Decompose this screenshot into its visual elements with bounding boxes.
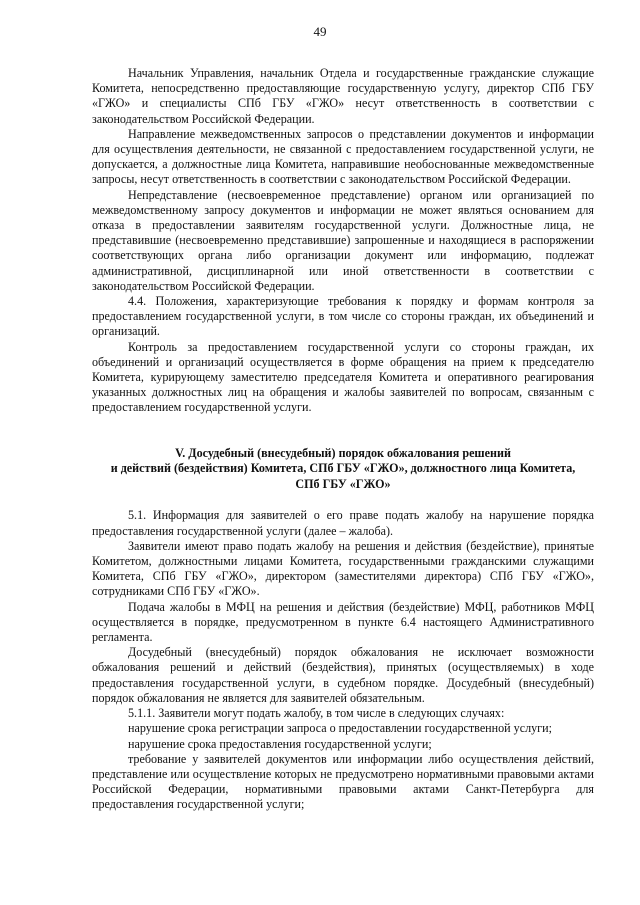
section-heading-line-1: V. Досудебный (внесудебный) порядок обжалования решений — [175, 445, 511, 460]
section-v-heading — [92, 446, 594, 493]
document-body — [92, 66, 594, 813]
list-item-service-deadline: нарушение срока предоставления государственной услуги; — [128, 736, 432, 751]
paragraph-citizen-control: Контроль за предоставлением государственной услуги со стороны граждан, их объединений и организаций осуществляется в форме обращения на прием к председателю Комитета, курирующему заместителю председателя Комитета и оперативного реагирования указанных должностных лиц на обращения и жалобы заявителей по вопросам, связанным с предоставлением государственной услуги. — [92, 339, 594, 415]
section-heading-line-2: и действий (бездействия) Комитета, СПб ГБУ «ГЖО», должностного лица Комитета, — [110, 461, 576, 476]
paragraph-mfc-complaint: Подача жалобы в МФЦ на решения и действия (бездействие) МФЦ, работников МФЦ осуществляется в порядке, предусмотренном в пункте 6.4 настоящего Административного регламента. — [92, 599, 594, 645]
list-item-registration-deadline: нарушение срока регистрации запроса о предоставлении государственной услуги; — [128, 721, 552, 736]
paragraph-right-to-complain: Заявители имеют право подать жалобу на решения и действия (бездействие), принятые Комитетом, должностными лицами Комитета, государственными гражданскими служащими Комитета, СПб ГБУ «ГЖО», директором (заместителями директора) СПб ГБУ «ГЖО», сотрудниками СПб ГБУ «ГЖО». — [92, 538, 594, 599]
paragraph-4-4: 4.4. Положения, характеризующие требования к порядку и формам контроля за предоставлением государственной услуги, в том числе со стороны граждан, их объединений и организаций. — [92, 294, 594, 339]
section-heading-line-3: СПб ГБУ «ГЖО» — [295, 476, 391, 491]
paragraph-pretrial-procedure: Досудебный (внесудебный) порядок обжалования не исключает возможности обжалования решений и действий (бездействия), принятых (осуществляемых) в ходе предоставления государственной услуги, в судебном порядке. Досудебный (внесудебный) порядок обжалования не является для заявителей обязательным. — [92, 645, 594, 705]
page-number: 49 — [313, 24, 327, 39]
paragraph-interagency-requests: Направление межведомственных запросов о представлении документов и информации для осуществления деятельности, не связанной с предоставлением государственной услуги, не допускается, а должностные лица Комитета, направившие необоснованные межведомственные запросы, несут ответственность в соответствии с законодательством Российской Федерации. — [92, 126, 594, 187]
paragraph-responsibility: Начальник Управления, начальник Отдела и государственные гражданские служащие Комитета, непосредственно предоставляющие государственную услугу, директор СПб ГБУ «ГЖО» и специалисты СПб ГБУ «ГЖО» несут ответственность в соответствии с законодательством Российской Федерации. — [92, 66, 594, 126]
paragraph-non-submission: Непредставление (несвоевременное представление) органом или организацией по межведомственному запросу документов и информации не может являться основанием для отказа в предоставлении заявителям государственной услуги. Должностные лица, не представившие (несвоевременно представившие) запрошенные и находящиеся в распоряжении соответствующих органа либо организации документ или информацию, подлежат административной, дисциплинарной или иной ответственности в соответствии с законодательством Российской Федерации. — [92, 187, 594, 293]
paragraph-5-1: 5.1. Информация для заявителей о его праве подать жалобу на нарушение порядка предоставления государственной услуги (далее – жалоба). — [92, 508, 594, 538]
paragraph-5-1-1: 5.1.1. Заявители могут подать жалобу, в том числе в следующих случаях: — [128, 706, 505, 721]
list-item-document-requirement: требование у заявителей документов или информации либо осуществления действий, представление или осуществление которых не предусмотрено нормативными правовыми актами Российской Федерации, нормативными правовыми актами Санкт-Петербурга для предоставления государственной услуги; — [92, 751, 594, 812]
